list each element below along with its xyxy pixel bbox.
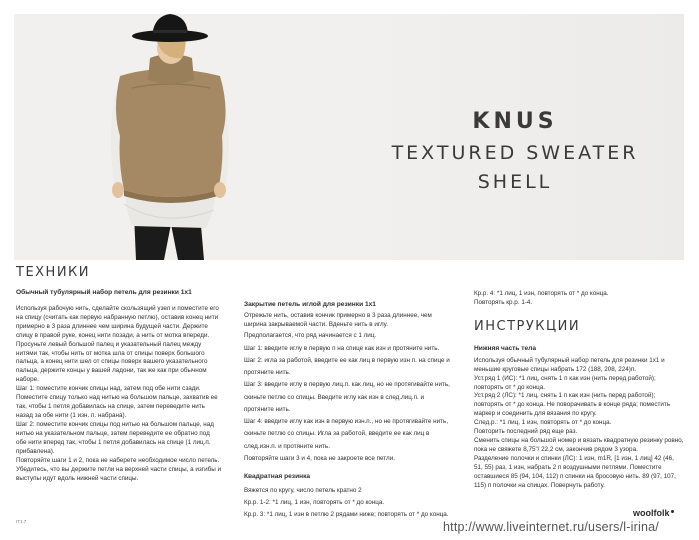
brand-logo [633,508,674,518]
square-rib-subheading: Квадратная резинка [244,473,311,481]
instruction-paragraph: Используя обычный тубулярный набор петель для резинки 1х1 и меньшие круговые спицы набрать 172 (188, 208, 224)п. [474,356,665,373]
lower-body-subheading: Нижняя часть тела [474,345,537,353]
square-rib-line: Вяжется по кругу, число петель кратно 2 [244,486,362,494]
bind-off-line: Шаг 4: введите иглу как изн в первую изн.п., но не протягивайте нить, скиньте петлю со спицы. Игла за работой, введите ее как лиц в след.изн.п. и протяните нить. [244,418,449,450]
instruction-paragraph: Уст.ряд 2 (ЛС): *1 лиц, снять 1 п как изн (нить перед работой); повторять от * до конца. Не поворачивать в конце ряда; поместить маркер и соединить для вязания по кругу. [474,392,671,418]
square-rib-row4: Кр.р. 4: *1 лиц, 1 изн, повторять от * до конца. [474,290,609,297]
bind-off-intro: Отрежьте нить, оставив кончик примерно в 3 раза длиннее, чем ширина закрываемой части. Вденьте нить в иглу. [244,312,432,329]
instruction-paragraph: След.р.: *1 лиц, 1 изн, повторять от * до конца. [474,419,612,427]
model-photo [14,14,346,260]
techniques-column [16,264,222,484]
bind-off-line: Повторяйте шаги 3 и 4, пока не закроете все петли. [244,454,395,462]
pattern-subtitle-line1: TEXTURED SWEATER [391,142,639,164]
cast-on-intro: Используя рабочую нить, сделайте скользящий узел и поместите его на спицу (считать как первую набранную петлю), оставив конец нити примерно в 3 раза длиннее чем ширина будущей части. Держите спицу в правой руке, конец нити позади, а нить от мотка впереди. Просуньте левый большой палец и указательный палец между нитями так, чтобы нить от мотка шла от спицы поверх большого пальца, а конец нити шел от спицы поверх вашего указательного пальца, держите концы у вашей ладони, так же как при обычном наборе. [16,304,219,384]
bind-off-line: Предполагается, что ряд начинается с 1 лиц. [244,332,377,340]
brand-name: woolfolk [633,508,670,518]
instruction-paragraph: Уст.ряд 1 (ИС): *1 лиц, снять 1 п как изн (нить перед работой); повторять от * до конца. [474,374,656,391]
instruction-paragraph: Повторить последний ряд еще раз. [474,428,578,436]
instruction-paragraph: Сменить спицы на большой номер и вязать квадратную резинку ровно, пока не свяжете 8,75"/ 22,2 см, закончив рядом 3 узора. [474,437,684,454]
brand-dot-icon [671,510,674,513]
cast-on-step2: Шаг 2: поместите кончик спицы под нитью на большом пальце, над нитью на указательном пальце, затем переведите ее обратно под обе нити вперед так, чтобы 1 петля добавилась на спице (1 лиц.п. прибавлена). [16,421,214,455]
instructions-column [474,290,684,491]
bind-off-line: Шаг 2: игла за работой, введите ее как лиц в первую изн п. на спице и протяните нить. [244,356,450,377]
bind-off-subheading: Закрытие петель иглой для резинки 1х1 [244,301,376,308]
cast-on-subheading: Обычный тубулярный набор петель для резинки 1х1 [16,289,192,297]
title-block [346,14,684,260]
square-rib-line: Кр.р. 1-2: *1 лиц, 1 изн, повторять от * до конца. [244,498,385,506]
page-number: IT1.7 [16,519,27,524]
bind-off-column [244,300,452,521]
techniques-heading: ТЕХНИКИ [16,265,91,280]
cast-on-step1: Шаг 1: поместите кончик спицы над, затем под обе нити сзади. Поместите спицу только над нитью на большом пальце, захватив ее так, чтобы 1 петля добавилась на спице, затем переведите нить назад за обе нити (1 изн. п. набрана). [16,385,218,420]
instructions-heading: ИНСТРУКЦИИ [474,318,581,334]
hero-banner [14,14,684,260]
bind-off-line: Шаг 3: введите иглу в первую лиц.п. как лиц, но не протягивайте нить, скиньте петлю со спицы. Введите иглу как изн в след.лиц.п. и протяните нить. [244,381,450,413]
instruction-paragraph: Разделение полочки и спинки (ЛС): 1 изн, m1R, [1 изн, 1 лиц] 42 (46, 51, 55) раз, 1 изн, набрать 2 п воздушными петлями. Поместите оставшиеся 85 (94, 104, 112) п спинки на бросовую нить. 89 (97, 107, 115) п полочки на спицах. Повернуть работу. [474,455,676,489]
cast-on-repeat: Повторяйте шаги 1 и 2, пока не наберете необходимое число петель. Убедитесь, что вы держите петли на верхней части спицы, а изгибы и выступы идут вдоль нижней части спицы. [16,456,222,482]
bind-off-line: Шаг 1: введите иглу в первую п на спице как изн и протяните нить. [244,344,440,352]
square-rib-repeat: Повторять кр.р. 1-4. [474,298,533,306]
source-url[interactable]: http://www.liveinternet.ru/users/l-irina/ [443,520,659,534]
square-rib-line: Кр.р. 3: *1 лиц, 1 изн в петлю 2 рядами ниже; повторять от * до конца. [244,511,449,519]
pattern-subtitle-line2: SHELL [477,171,553,193]
pattern-title: KNUS [472,109,558,134]
